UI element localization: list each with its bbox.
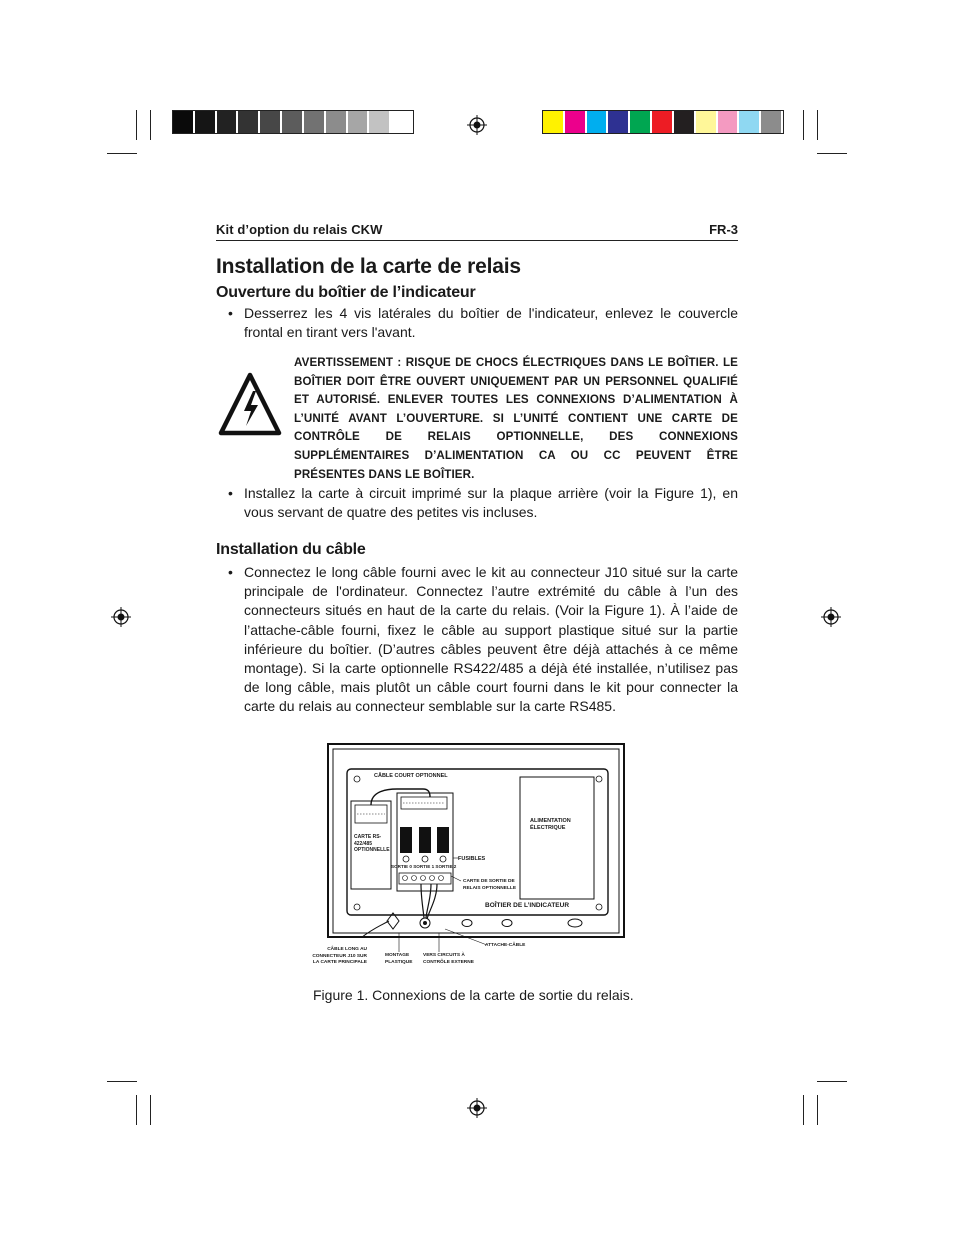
label-short-cable: CÂBLE COURT OPTIONNEL xyxy=(374,773,448,779)
warning-text: AVERTISSEMENT : RISQUE DE CHOCS ÉLECTRIQUES DANS LE BOÎTIER. LE BOÎTIER DOIT ÊTRE OUVERT UNIQUEMENT PAR UN PERSONNEL QUALIFIÉ ET AUTORISÉ. ENLEVER TOUTES LES CONNEXIONS D’ALIMENTATION À L’UNITÉ AVANT L’OUVERTURE. SI L’UNITÉ CONTIENT UNE CARTE DE CONTRÔLE DE RELAIS OPTIONNELLE, DES CONNEXIONS SUPPLÉMENTAIRES D’ALIMENTATION CA OU CC PEUVENT ÊTRE PRÉSENTES DANS LE BOÎTIER. xyxy=(294,356,738,481)
color-swatch xyxy=(304,111,324,133)
relay-figure xyxy=(312,743,625,965)
bullet-text: Desserrez les 4 vis latérales du boîtier de l'indicateur, enlevez le couvercle frontal en tirant vers l'avant. xyxy=(244,305,738,341)
section-heading-cable: Installation du câble xyxy=(216,541,366,558)
color-swatch xyxy=(217,111,237,133)
color-bar xyxy=(542,110,784,134)
grayscale-bar xyxy=(172,110,414,134)
color-swatch xyxy=(630,111,650,133)
registration-mark-icon xyxy=(111,607,131,627)
label-relay-card: CARTE DE SORTIE DE RELAIS OPTIONNELLE xyxy=(463,879,517,891)
section-heading-opening: Ouverture du boîtier de l’indicateur xyxy=(216,284,476,301)
leader-lines xyxy=(327,925,625,965)
color-swatch xyxy=(674,111,694,133)
color-swatch xyxy=(369,111,389,133)
color-swatch xyxy=(696,111,716,133)
color-swatch xyxy=(391,111,411,133)
color-swatch xyxy=(238,111,258,133)
bullet-text: Connectez le long câble fourni avec le kit au connecteur J10 situé sur la carte principale de l'ordinateur. Connectez l’autre extrémité du câble à l’un des connecteurs situés en haut de la carte du relais. (Voir la Figure 1). À l’aide de l’attache-câble fourni, fixez le câble au support plastique situé sur la partie inférieure du boîtier. (D’autres câbles peuvent être déjà attachés à ce même montage). Si la carte optionnelle RS422/485 a déjà été installée, n’utilisez pas de long câble, mais plutôt un câble court fourni dans le kit pour connecter la carte du relais au connecteur semblable sur la carte RS485. xyxy=(244,564,738,715)
color-swatch xyxy=(348,111,368,133)
running-header xyxy=(216,222,738,241)
label-external-control: VERS CIRCUITS À CONTRÔLE EXTERNE xyxy=(423,953,474,965)
label-long-cable: CÂBLE LONG AU CONNECTEUR J10 SUR LA CARTE PRINCIPALE xyxy=(312,947,367,965)
color-swatch xyxy=(543,111,563,133)
bullet-icon: • xyxy=(228,485,233,501)
color-swatch xyxy=(173,111,193,133)
label-fuses: FUSIBLES xyxy=(458,856,486,862)
color-swatch xyxy=(260,111,280,133)
color-swatch xyxy=(761,111,781,133)
label-outputs: SORTIE 0 SORTIE 1 SORTIE 2 xyxy=(391,864,457,869)
color-swatch xyxy=(326,111,346,133)
page-number: FR-3 xyxy=(709,222,738,237)
figure-caption: Figure 1. Connexions de la carte de sortie du relais. xyxy=(313,987,634,1003)
electric-hazard-icon xyxy=(218,371,282,437)
bullet-icon: • xyxy=(228,305,233,321)
label-rs-card: CARTE RS- 422/485 OPTIONNELLE xyxy=(354,834,390,853)
label-indicator-housing: BOÎTIER DE L’INDICATEUR xyxy=(485,902,570,909)
label-plastic-mount: MONTAGE PLASTIQUE xyxy=(385,953,413,965)
color-swatch xyxy=(282,111,302,133)
color-swatch xyxy=(718,111,738,133)
registration-mark-icon xyxy=(821,607,841,627)
color-swatch xyxy=(739,111,759,133)
registration-mark-icon xyxy=(467,1098,487,1118)
color-swatch xyxy=(195,111,215,133)
color-swatch xyxy=(608,111,628,133)
color-swatch xyxy=(565,111,585,133)
header-title: Kit d’option du relais CKW xyxy=(216,222,383,237)
bullet-text: Installez la carte à circuit imprimé sur la plaque arrière (voir la Figure 1), en vous servant de quatre des petites vis incluses. xyxy=(244,485,738,521)
color-swatch xyxy=(587,111,607,133)
label-cable-tie: ATTACHE-CÂBLE xyxy=(485,943,526,948)
registration-mark-icon xyxy=(467,115,487,135)
bullet-icon: • xyxy=(228,564,233,580)
label-power-supply: ALIMENTATION ÉLECTRIQUE xyxy=(530,818,571,831)
color-swatch xyxy=(652,111,672,133)
page-title: Installation de la carte de relais xyxy=(216,255,521,278)
